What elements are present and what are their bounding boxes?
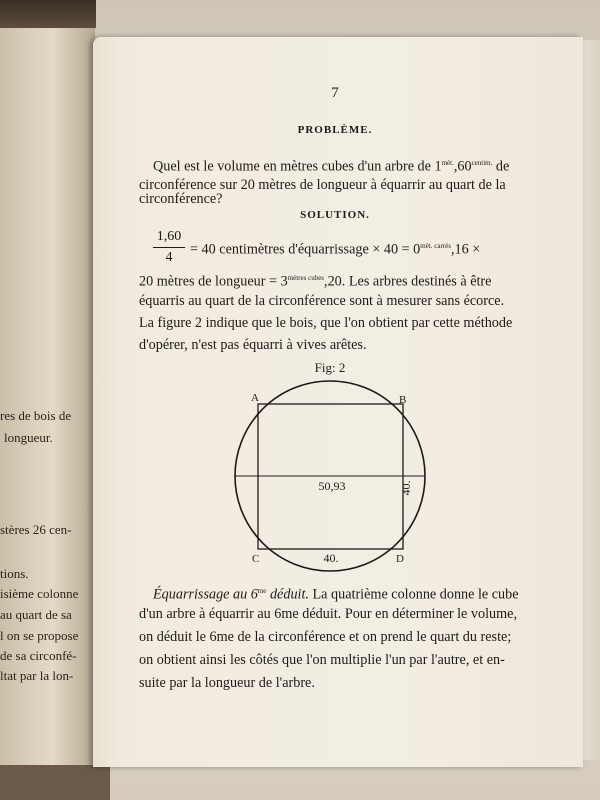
label-d: D — [396, 553, 404, 565]
fraction-numerator: 1,60 — [156, 229, 182, 244]
figure-title: Fig: 2 — [314, 360, 346, 375]
para2-line-5: suite par la longueur de l'arbre. — [139, 675, 315, 691]
problem-line-1: Quel est le volume en mètres cubes d'un arbre de $1^{mèt.},60^{centim.}$ de — [153, 158, 510, 175]
label-c: C — [252, 553, 260, 565]
side-bottom-label: 40. — [323, 551, 339, 565]
problem-line-2: circonférence sur 20 mètres de longueur à équarrir au quart de la — [139, 177, 506, 193]
heading-probleme: PROBLÈME. — [297, 124, 373, 136]
book-cover-top — [0, 0, 96, 28]
diameter-label: 50,93 — [318, 479, 346, 493]
solution-line-5: d'opérer, n'est pas équarri à vives arêtes. — [139, 337, 367, 353]
fraction-bar — [153, 247, 185, 248]
left-fragment: de sa circonfé- — [0, 648, 77, 663]
solution-line-4: La figure 2 indique que le bois, que l'on obtient par cette méthode — [139, 315, 513, 331]
left-fragment: l on se propose — [0, 628, 79, 643]
book-cover-bottom — [0, 765, 110, 800]
para2-line-1: Équarrissage au $6^{me}$ déduit. La quatrième colonne donne le cube — [153, 586, 519, 603]
figure-2-diagram — [222, 358, 432, 578]
left-fragment: ltat par la lon- — [0, 668, 74, 683]
left-fragment: stères 26 cen- — [0, 522, 72, 537]
para2-line-3: on déduit le 6me de la circonférence et on prend le quart du reste; — [139, 629, 512, 645]
label-b: B — [399, 394, 407, 406]
fraction-denominator: 4 — [165, 250, 173, 265]
left-fragment: isième colonne — [0, 586, 79, 601]
fraction — [153, 229, 185, 266]
left-fragment: au quart de sa — [0, 607, 72, 622]
solution-line-3: équarris au quart de la circonférence sont à mesurer sans écorce. — [139, 293, 505, 309]
para2-line-2: d'un arbre à équarrir au 6me déduit. Pour en déterminer le volume, — [139, 606, 517, 622]
problem-line-3: circonférence? — [139, 191, 223, 207]
page-number: 7 — [331, 85, 339, 101]
left-fragment: tions. — [0, 566, 29, 581]
left-fragment: longueur. — [4, 430, 53, 445]
para2-line-4: on obtient ainsi les côtés que l'on multiplie l'un par l'autre, et en- — [139, 652, 505, 668]
solution-line-2: 20 mètres de longueur = $3^{mètres cubes},20$. Les arbres destinés à être — [139, 273, 492, 290]
side-right-label: 40. — [399, 480, 413, 496]
solution-line-1: = 40 centimètres d'équarrissage × $40 = 0^{mèt. carrés},16$ × — [190, 241, 481, 258]
label-a: A — [251, 392, 259, 404]
heading-solution: SOLUTION. — [300, 209, 370, 221]
left-fragment: res de bois de — [0, 408, 72, 423]
